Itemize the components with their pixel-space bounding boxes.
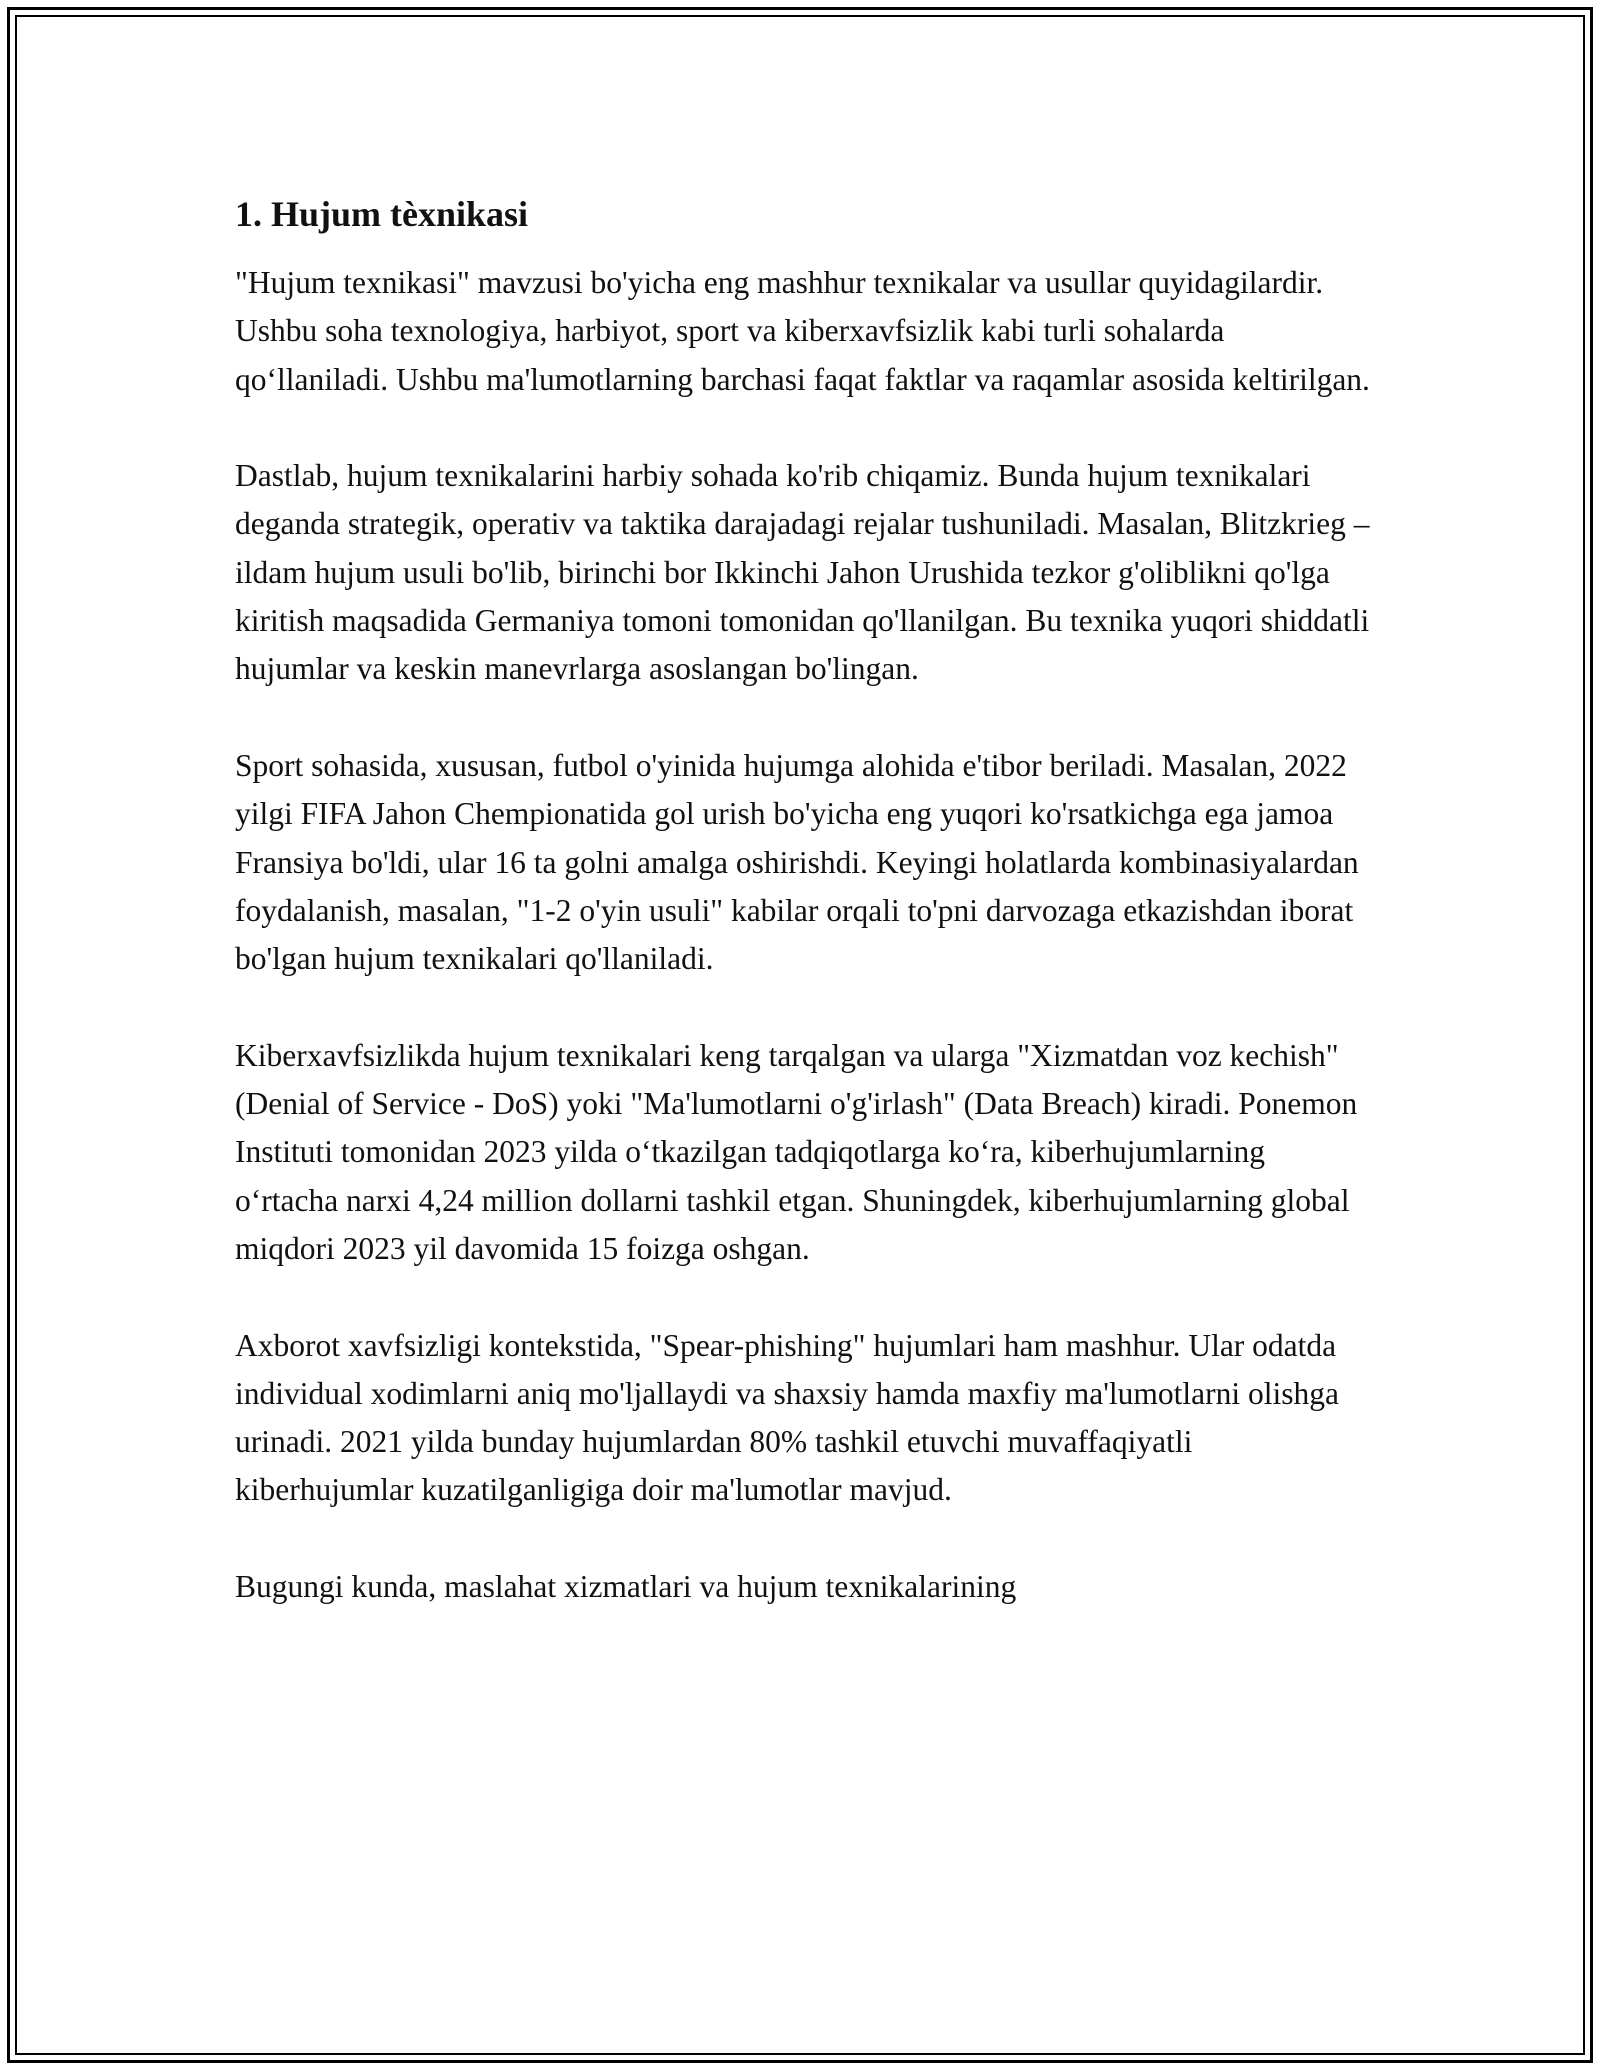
document-body [235,188,1375,1611]
paragraph-sport: Sport sohasida, xususan, futbol o'yinida hujumga alohida e'tibor beriladi. Masalan, 2022 yilgi FIFA Jahon Chempionatida gol urish bo'yicha eng yuqori ko'rsatkichga ega jamoa Fransiya bo'ldi, ular 16 ta golni amalga oshirishdi. Keyingi holatlarda kombinasiyalardan foydalanish, masalan, "1-2 o'yin usuli" kabilar orqali to'pni darvozaga etkazishdan iborat bo'lgan hujum texnikalari qo'llaniladi. [235,747,1359,977]
paragraph-intro: "Hujum texnikasi" mavzusi bo'yicha eng mashhur texnikalar va usullar quyidagilardir. Ushbu soha texnologiya, harbiyot, sport va kiberxavfsizlik kabi turli sohalarda qo‘llaniladi. Ushbu ma'lumotlarning barchasi faqat faktlar va raqamlar asosida keltirilgan. [235,265,1370,397]
section-heading: 1. Hujum tèxnikasi [235,194,529,234]
paragraph-cybersecurity: Kiberxavfsizlikda hujum texnikalari keng tarqalgan va ularga "Xizmatdan voz kechish" (Denial of Service - DoS) yoki "Ma'lumotlarni o'g'irlash" (Data Breach) kiradi. Ponemon Instituti tomonidan 2023 yilda o‘tkazilgan tadqiqotlarga ko‘ra, kiberhujumlarning o‘rtacha narxi 4,24 million dollarni tashkil etgan. Shuningdek, kiberhujumlarning global miqdori 2023 yil davomida 15 foizga oshgan. [235,1037,1358,1266]
paragraph-conclusion: Bugungi kunda, maslahat xizmatlari va hujum texnikalarining [235,1569,1017,1605]
paragraph-military: Dastlab, hujum texnikalarini harbiy sohada ko'rib chiqamiz. Bunda hujum texnikalari deganda strategik, operativ va taktika darajadagi rejalar tushuniladi. Masalan, Blitzkrieg – ildam hujum usuli bo'lib, birinchi bor Ikkinchi Jahon Urushida tezkor g'oliblikni qo'lga kiritish maqsadida Germaniya tomoni tomonidan qo'llanilgan. Bu texnika yuqori shiddatli hujumlar va keskin manevrlarga asoslangan bo'lingan. [235,458,1370,687]
paragraph-spear-phishing: Axborot xavfsizligi kontekstida, "Spear-phishing" hujumlari ham mashhur. Ular odatda individual xodimlarni aniq mo'ljallaydi va shaxsiy hamda maxfiy ma'lumotlarni olishga urinadi. 2021 yilda bunday hujumlardan 80% tashkil etuvchi muvaffaqiyatli kiberhujumlar kuzatilganligiga doir ma'lumotlar mavjud. [235,1327,1340,1508]
